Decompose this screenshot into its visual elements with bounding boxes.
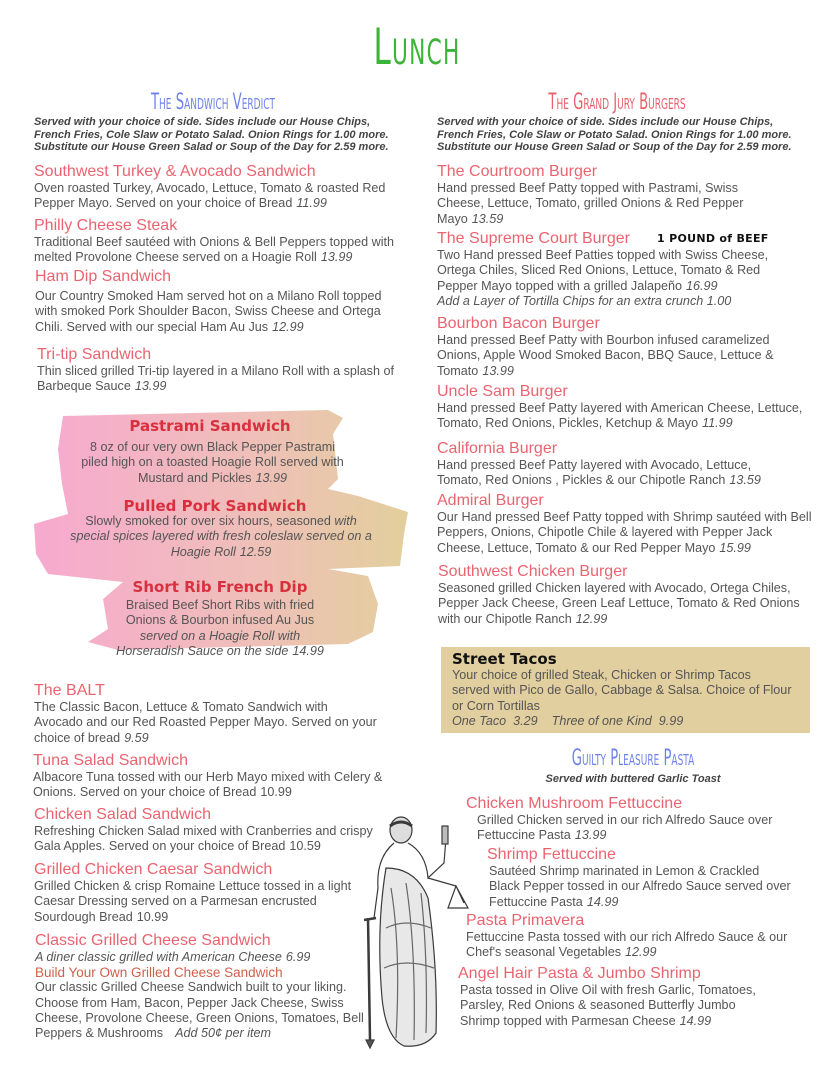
item-price: 15.99 — [719, 540, 751, 555]
menu-item — [437, 315, 802, 379]
item-price: 10.99 — [136, 909, 169, 924]
burger-side-note: Served with your choice of side. Sides include our House Chips, French Fries, Cole Slaw or Potato Salad. Onion Rings for 1.00 more. Substitute our House Green Salad or Soup of the Day for 2.59 more. — [437, 116, 792, 153]
menu-item — [437, 492, 815, 556]
item-desc: Albacore Tuna tossed with our Herb Mayo mixed with Celery & Onions. Served on your choice of Bread — [33, 770, 383, 800]
item-price: 13.99 — [320, 250, 353, 265]
item-price: 16.99 — [686, 278, 718, 293]
menu-item — [34, 682, 379, 746]
item-price: 12.99 — [625, 945, 657, 960]
item-name: The BALT — [34, 682, 105, 699]
item-name: Admiral Burger — [437, 492, 544, 509]
featured-item-name: Pulled Pork Sandwich — [123, 497, 307, 515]
menu-item — [37, 346, 402, 395]
menu-item — [34, 806, 396, 855]
item-desc: Sautéed Shrimp marinated in Lemon & Crackled Black Pepper tossed in our Alfredo Sauce served over Fettuccine Pasta — [489, 864, 791, 909]
item-name: Uncle Sam Burger — [437, 383, 568, 400]
item-desc: Refreshing Chicken Salad mixed with Cranberries and crispy Gala Apples. Served on your choice of Bread — [34, 824, 373, 854]
menu-item — [437, 383, 812, 432]
sandwich-section-heading: The Sandwich Verdict — [150, 90, 276, 115]
menu-item — [437, 440, 787, 489]
item-name: Chicken Salad Sandwich — [34, 806, 211, 823]
item-desc: Traditional Beef sautéed with Onions & Bell Peppers topped with melted Provolone Cheese served on a Hoagie Roll — [34, 235, 395, 265]
item-name: California Burger — [437, 440, 558, 457]
featured-item-name: Pastrami Sandwich — [129, 417, 291, 435]
menu-item-grilled-cheese: Classic Grilled Cheese Sandwich A diner classic grilled with American Cheese 6.99 Build Your Own Grilled Cheese Sandwich Our classic Grilled Cheese Sandwich built to your liking. Choose from Ham, Bacon, Pepper Jack Cheese, Swiss Cheese, Provolone Cheese, Green Onions, Tomatoes, Bell Peppers & Mushrooms Add 50¢ per item — [35, 932, 370, 1041]
featured-item-name: Short Rib French Dip — [132, 578, 308, 596]
item-price: 11.99 — [702, 416, 733, 431]
menu-item — [34, 217, 404, 266]
one-pound-badge: 1 POUND of BEEF — [657, 232, 769, 245]
item-price: 13.59 — [729, 473, 761, 488]
item-name: Angel Hair Pasta & Jumbo Shrimp — [458, 965, 701, 982]
burger-section-heading: The Grand Jury Burgers — [548, 90, 686, 115]
item-desc: Grilled Chicken served in our rich Alfredo Sauce over Fettuccine Pasta — [477, 813, 773, 843]
menu-item — [466, 795, 811, 844]
item-price: 12.59 — [239, 544, 272, 559]
menu-item — [487, 846, 792, 910]
menu-item — [34, 861, 364, 925]
item-price: 12.99 — [575, 611, 608, 626]
item-price: 13.99 — [482, 363, 514, 378]
menu-item — [34, 163, 399, 212]
item-name: The Courtroom Burger — [437, 163, 598, 180]
street-tacos-title: Street Tacos — [452, 650, 557, 668]
menu-item — [466, 912, 791, 961]
item-name: Bourbon Bacon Burger — [437, 315, 600, 332]
pasta-section-heading: Guilty Pleasure Pasta — [571, 746, 695, 771]
menu-item — [438, 563, 800, 627]
page-title: Lunch — [373, 18, 461, 76]
item-price: 14.99 — [586, 894, 619, 909]
menu-item — [437, 163, 777, 227]
item-desc: Oven roasted Turkey, Avocado, Lettuce, Tomato & roasted Red Pepper Mayo. Served on your choice of Bread — [34, 181, 386, 211]
item-name: The Supreme Court Burger — [437, 230, 630, 247]
item-price: 10.59 — [289, 839, 321, 854]
pasta-note: Served with buttered Garlic Toast — [545, 773, 721, 785]
build-your-own-title: Build Your Own Grilled Cheese Sandwich — [35, 965, 283, 981]
item-price: 11.99 — [296, 196, 327, 211]
item-name: Philly Cheese Steak — [34, 217, 178, 234]
item-name: Ham Dip Sandwich — [35, 268, 172, 285]
item-desc: Hand pressed Beef Patty topped with Pastrami, Swiss Cheese, Lettuce, Tomato, grilled Onions & Red Pepper Mayo — [437, 181, 744, 226]
item-name: Southwest Turkey & Avocado Sandwich — [34, 163, 316, 180]
item-desc: Two Hand pressed Beef Patties topped with Swiss Cheese, Ortega Chiles, Sliced Red Onions, Lettuce, Tomato & Red Pepper Mayo topped with a grilled Jalapeño — [437, 248, 769, 293]
item-desc: Grilled Chicken & crisp Romaine Lettuce tossed in a light Caesar Dressing served on a Parmesan encrusted Sourdough Bread — [34, 879, 352, 924]
item-price: 13.59 — [471, 211, 504, 226]
item-addon: Add a Layer of Tortilla Chips for an extra crunch 1.00 — [437, 293, 732, 308]
item-price: 13.99 — [255, 470, 287, 485]
item-name: Classic Grilled Cheese Sandwich — [35, 932, 271, 949]
item-price: 12.99 — [272, 319, 304, 334]
item-price: 13.99 — [134, 379, 167, 394]
item-desc: Thin sliced grilled Tri-tip layered in a Milano Roll with a splash of Barbeque Sauce — [37, 364, 394, 394]
item-price: 14.99 — [679, 1013, 712, 1028]
menu-item — [35, 268, 397, 335]
item-name: Tuna Salad Sandwich — [33, 752, 189, 769]
sandwich-side-note: Served with your choice of side. Sides include our House Chips, French Fries, Cole Slaw or Potato Salad. Onion Rings for 1.00 more. Substitute our House Green Salad or Soup of the Day for 2.59 more. — [34, 116, 389, 153]
menu-item — [33, 752, 398, 801]
menu-item — [458, 965, 778, 1029]
item-name: Shrimp Fettuccine — [487, 846, 616, 863]
item-desc: The Classic Bacon, Lettuce & Tomato Sandwich with Avocado and our Red Roasted Pepper Mayo. Served on your choice of bread — [34, 700, 377, 745]
lady-justice-illustration — [356, 808, 474, 1053]
featured-item-desc: 8 oz of our very own Black Pepper Pastrami piled high on a toasted Hoagie Roll served with Mustard and Pickles 13.99 — [81, 440, 344, 485]
item-price: 9.59 — [124, 730, 149, 745]
item-desc: Hand pressed Beef Patty layered with Avocado, Lettuce, Tomato, Red Onions , Pickles & our Chipotle Ranch — [437, 458, 752, 488]
street-tacos-prices: One Taco 3.29 Three of one Kind 9.99 — [452, 714, 684, 728]
item-desc: Seasoned grilled Chicken layered with Avocado, Ortega Chiles, Pepper Jack Cheese, Green Leaf Lettuce, Tomato & Red Onions with our Chipotle Ranch — [438, 581, 800, 626]
item-name: Grilled Chicken Caesar Sandwich — [34, 861, 273, 878]
item-desc: Our Country Smoked Ham served hot on a Milano Roll topped with smoked Pork Shoulder Bacon, Swiss Cheese and Ortega Chili. Served with our special Ham Au Jus — [35, 289, 382, 334]
item-desc: Our Hand pressed Beef Patty topped with Shrimp sautéed with Bell Peppers, Onions, Chipotle Chile & layered with Pepper Jack Cheese, Lettuce, Tomato & our Red Pepper Mayo — [437, 510, 812, 555]
item-desc: Pasta tossed in Olive Oil with fresh Garlic, Tomatoes, Parsley, Red Onions & seasoned Butterfly Jumbo Shrimp topped with Parmesan Cheese — [460, 983, 756, 1028]
item-desc: Hand pressed Beef Patty with Bourbon infused caramelized Onions, Apple Wood Smoked Bacon, BBQ Sauce, Lettuce & Tomato — [437, 333, 774, 378]
item-name: Pasta Primavera — [466, 912, 585, 929]
item-price: 13.99 — [574, 828, 607, 843]
item-price: 10.99 — [260, 785, 292, 800]
item-name: Tri-tip Sandwich — [37, 346, 152, 363]
featured-item-desc: Slowly smoked for over six hours, seasoned with special spices layered with fresh coleslaw served on a Hoagie Roll 12.59 — [70, 514, 372, 559]
street-tacos-desc: Your choice of grilled Steak, Chicken or Shrimp Tacos served with Pico de Gallo, Cabbage & Salsa. Choice of Flour or Corn Tortillas — [452, 668, 792, 713]
featured-item-desc: Braised Beef Short Ribs with fried Onions & Bourbon infused Au Jus served on a Hoagie Roll with Horseradish Sauce on the side 14.99 — [116, 598, 324, 658]
item-desc: Hand pressed Beef Patty layered with American Cheese, Lettuce, Tomato, Red Onions, Pickles, Ketchup & Mayo — [437, 401, 803, 431]
item-name: Southwest Chicken Burger — [438, 563, 628, 580]
item-price: 14.99 — [292, 643, 324, 658]
item-name: Chicken Mushroom Fettuccine — [466, 795, 683, 812]
item-desc: Fettuccine Pasta tossed with our rich Alfredo Sauce & our Chef's seasonal Vegetables — [466, 930, 788, 960]
